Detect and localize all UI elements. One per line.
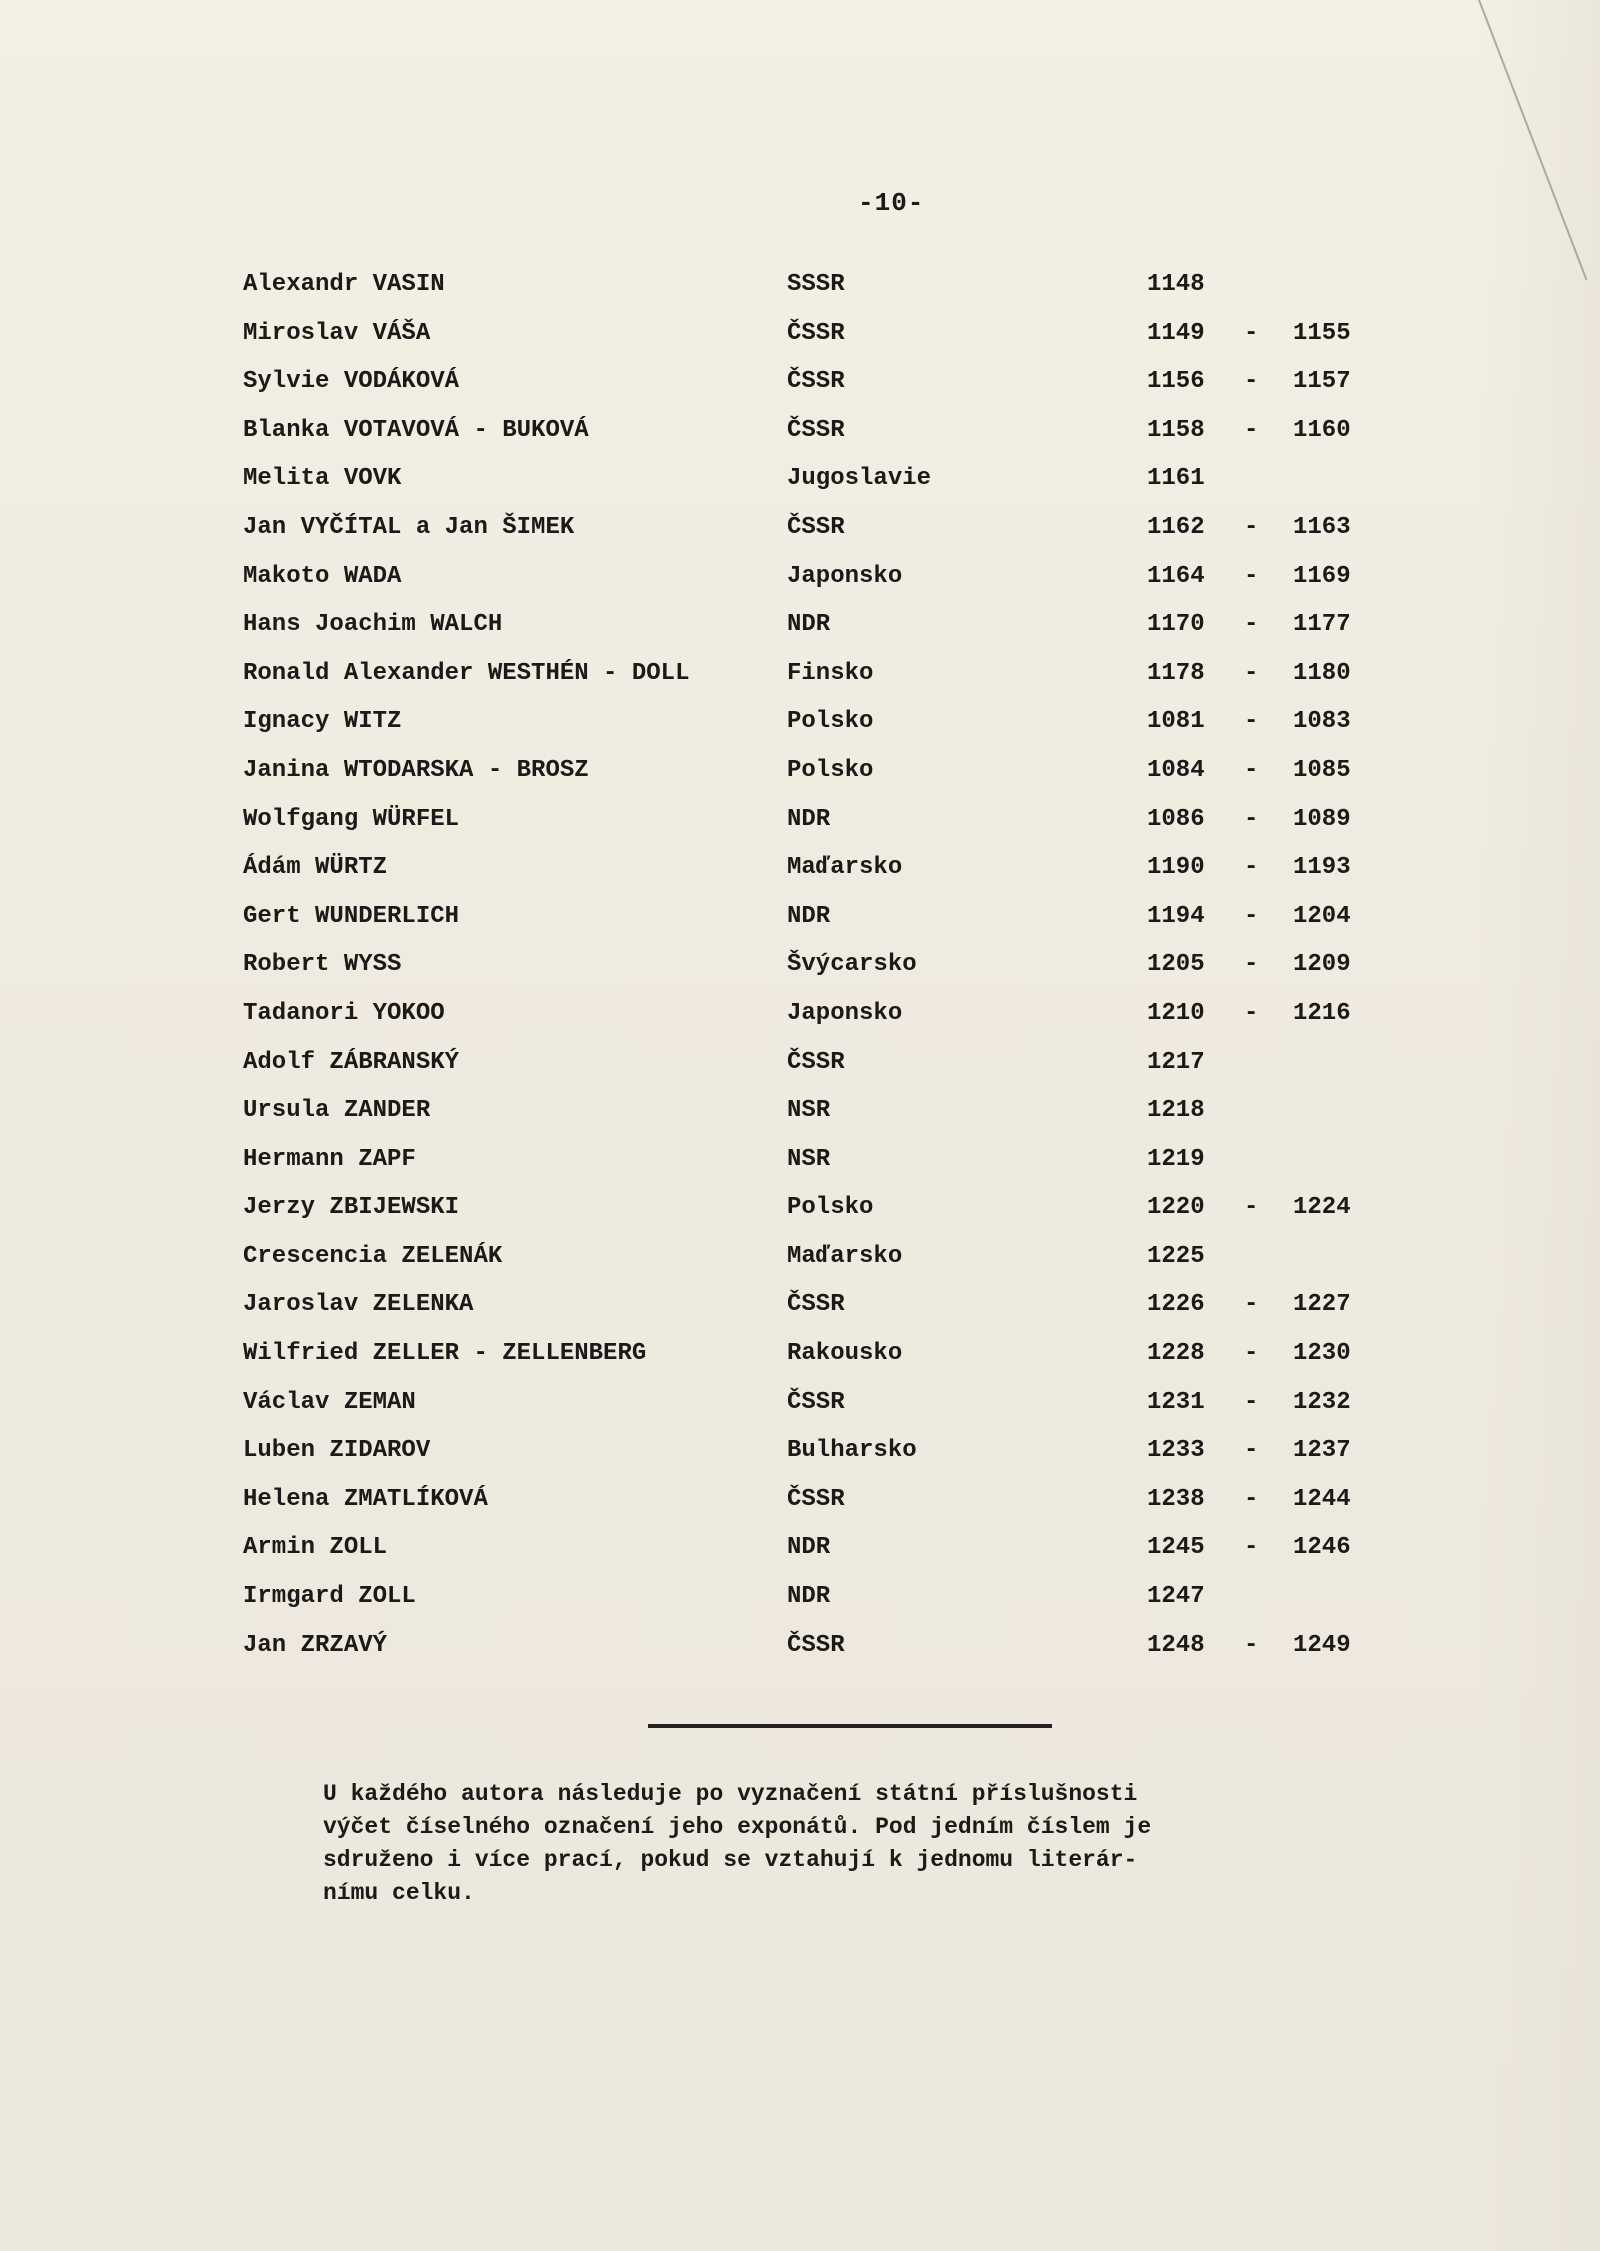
range-dash: - [1244,513,1259,541]
entry-row [0,1290,1600,1339]
author-name: Hans Joachim WALCH [243,611,503,639]
exhibit-number-end: 1249 [1293,1631,1351,1659]
author-name: Janina WTODARSKA - BROSZ [243,756,589,784]
author-name: Ronald Alexander WESTHÉN - DOLL [243,659,690,687]
author-name: Melita VOVK [243,465,402,493]
author-name: Makoto WADA [243,562,402,590]
author-name: Jaroslav ZELENKA [243,1291,474,1319]
range-dash: - [1244,1194,1259,1222]
entry-row [0,1339,1600,1388]
exhibit-number-start: 1217 [1147,1048,1205,1076]
exhibit-number-end: 1209 [1293,951,1351,979]
author-name: Adolf ZÁBRANSKÝ [243,1048,460,1076]
exhibit-number-start: 1170 [1147,611,1205,639]
author-name: Blanka VOTAVOVÁ - BUKOVÁ [243,416,589,444]
author-name: Helena ZMATLÍKOVÁ [243,1485,488,1513]
author-country: NDR [787,1534,831,1562]
entry-row [0,270,1600,319]
entry-row [0,1242,1600,1291]
footnote-line: U každého autora následuje po vyznačení státní příslušnosti [323,1781,1138,1807]
exhibit-number-start: 1178 [1147,659,1205,687]
author-country: ČSSR [787,513,845,541]
author-name: Armin ZOLL [243,1534,388,1562]
author-country: ČSSR [787,1388,845,1416]
exhibit-number-end: 1155 [1293,319,1351,347]
exhibit-number-start: 1194 [1147,902,1205,930]
range-dash: - [1244,1437,1259,1465]
author-country: SSSR [787,271,845,298]
author-country: Japonsko [787,999,903,1027]
exhibit-number-end: 1230 [1293,1340,1351,1368]
exhibit-number-end: 1177 [1293,611,1351,639]
author-name: Gert WUNDERLICH [243,902,460,930]
exhibit-number-end: 1204 [1293,902,1351,930]
author-name: Robert WYSS [243,951,402,979]
range-dash: - [1244,1534,1259,1562]
range-dash: - [1244,951,1259,979]
author-country: NDR [787,902,831,930]
exhibit-number-start: 1218 [1147,1097,1205,1125]
exhibit-number-start: 1228 [1147,1340,1205,1368]
author-country: Polsko [787,1194,874,1222]
exhibit-number-start: 1238 [1147,1485,1205,1513]
author-country: Japonsko [787,562,903,590]
entry-row [0,805,1600,854]
range-dash: - [1244,368,1259,396]
entry-row [0,1533,1600,1582]
exhibit-number-end: 1246 [1293,1534,1351,1562]
entry-row [0,416,1600,465]
exhibit-number-start: 1084 [1147,756,1205,784]
footnote-line: výčet číselného označení jeho exponátů. Pod jedním číslem je [323,1814,1152,1840]
author-name: Jan VYČÍTAL a Jan ŠIMEK [243,513,575,541]
exhibit-number-start: 1205 [1147,951,1205,979]
author-name: Miroslav VÁŠA [243,319,431,347]
exhibit-number-start: 1220 [1147,1194,1205,1222]
author-list [0,270,1600,1679]
author-name: Irmgard ZOLL [243,1583,416,1611]
range-dash: - [1244,999,1259,1027]
author-name: Jan ZRZAVÝ [243,1631,388,1659]
author-name: Ursula ZANDER [243,1097,431,1125]
entry-row [0,319,1600,368]
author-country: ČSSR [787,1291,845,1319]
author-name: Wolfgang WÜRFEL [243,805,460,833]
author-country: ČSSR [787,368,845,396]
author-country: ČSSR [787,1631,845,1659]
entry-row [0,756,1600,805]
exhibit-number-end: 1237 [1293,1437,1351,1465]
author-name: Alexandr VASIN [243,271,445,298]
exhibit-number-start: 1148 [1147,271,1205,298]
entry-row [0,659,1600,708]
range-dash: - [1244,708,1259,736]
range-dash: - [1244,1340,1259,1368]
exhibit-number-end: 1083 [1293,708,1351,736]
author-country: ČSSR [787,1048,845,1076]
exhibit-number-start: 1225 [1147,1242,1205,1270]
author-name: Václav ZEMAN [243,1388,416,1416]
exhibit-number-start: 1149 [1147,319,1205,347]
range-dash: - [1244,902,1259,930]
exhibit-number-end: 1224 [1293,1194,1351,1222]
exhibit-number-end: 1227 [1293,1291,1351,1319]
author-name: Sylvie VODÁKOVÁ [243,368,460,396]
range-dash: - [1244,562,1259,590]
entry-row [0,513,1600,562]
author-country: NSR [787,1145,831,1173]
exhibit-number-end: 1232 [1293,1388,1351,1416]
entry-row [0,1388,1600,1437]
exhibit-number-start: 1248 [1147,1631,1205,1659]
exhibit-number-end: 1160 [1293,416,1351,444]
page-number: -10- [858,188,925,218]
exhibit-number-start: 1226 [1147,1291,1205,1319]
author-country: NDR [787,611,831,639]
author-country: Švýcarsko [787,951,917,979]
entry-row [0,999,1600,1048]
exhibit-number-end: 1157 [1293,368,1351,396]
footnote-line: nímu celku. [323,1880,475,1906]
author-name: Crescencia ZELENÁK [243,1242,503,1270]
author-country: Maďarsko [787,1242,903,1270]
exhibit-number-start: 1233 [1147,1437,1205,1465]
range-dash: - [1244,1291,1259,1319]
author-country: ČSSR [787,416,845,444]
author-name: Ignacy WITZ [243,708,402,736]
entry-row [0,950,1600,999]
entry-row [0,1145,1600,1194]
entry-row [0,853,1600,902]
entry-row [0,610,1600,659]
author-country: Finsko [787,659,874,687]
exhibit-number-end: 1163 [1293,513,1351,541]
range-dash: - [1244,611,1259,639]
entry-row [0,1048,1600,1097]
entry-row [0,1485,1600,1534]
entry-row [0,1436,1600,1485]
range-dash: - [1244,1388,1259,1416]
range-dash: - [1244,805,1259,833]
author-country: Polsko [787,708,874,736]
entry-row [0,1096,1600,1145]
author-name: Wilfried ZELLER - ZELLENBERG [243,1340,647,1368]
author-country: Jugoslavie [787,465,932,493]
range-dash: - [1244,319,1259,347]
author-country: Maďarsko [787,854,903,882]
author-country: Polsko [787,756,874,784]
horizontal-rule [648,1724,1052,1728]
exhibit-number-end: 1085 [1293,756,1351,784]
exhibit-number-start: 1245 [1147,1534,1205,1562]
range-dash: - [1244,854,1259,882]
author-country: NDR [787,805,831,833]
author-name: Hermann ZAPF [243,1145,416,1173]
footnote-line: sdruženo i více prací, pokud se vztahují k jednomu literár- [323,1847,1138,1873]
exhibit-number-start: 1081 [1147,708,1205,736]
entry-row [0,1582,1600,1631]
range-dash: - [1244,1631,1259,1659]
author-country: NDR [787,1583,831,1611]
entry-row [0,367,1600,416]
exhibit-number-start: 1161 [1147,465,1205,493]
entry-row [0,902,1600,951]
author-name: Jerzy ZBIJEWSKI [243,1194,460,1222]
entry-row [0,1631,1600,1680]
exhibit-number-start: 1164 [1147,562,1205,590]
entry-row [0,1193,1600,1242]
range-dash: - [1244,416,1259,444]
exhibit-number-end: 1193 [1293,854,1351,882]
exhibit-number-start: 1162 [1147,513,1205,541]
entry-row [0,707,1600,756]
exhibit-number-end: 1089 [1293,805,1351,833]
author-country: ČSSR [787,1485,845,1513]
author-name: Ádám WÜRTZ [243,854,388,882]
exhibit-number-end: 1216 [1293,999,1351,1027]
author-country: ČSSR [787,319,845,347]
exhibit-number-start: 1190 [1147,854,1205,882]
range-dash: - [1244,1485,1259,1513]
entry-row [0,562,1600,611]
author-name: Luben ZIDAROV [243,1437,431,1465]
exhibit-number-start: 1210 [1147,999,1205,1027]
author-country: Rakousko [787,1340,903,1368]
exhibit-number-start: 1247 [1147,1583,1205,1611]
range-dash: - [1244,659,1259,687]
author-name: Tadanori YOKOO [243,999,445,1027]
exhibit-number-start: 1156 [1147,368,1205,396]
author-country: NSR [787,1097,831,1125]
exhibit-number-start: 1219 [1147,1145,1205,1173]
range-dash: - [1244,756,1259,784]
exhibit-number-end: 1180 [1293,659,1351,687]
exhibit-number-start: 1086 [1147,805,1205,833]
exhibit-number-end: 1169 [1293,562,1351,590]
author-country: Bulharsko [787,1437,917,1465]
entry-row [0,464,1600,513]
exhibit-number-start: 1231 [1147,1388,1205,1416]
footnote [323,1778,1323,1910]
exhibit-number-end: 1244 [1293,1485,1351,1513]
exhibit-number-start: 1158 [1147,416,1205,444]
